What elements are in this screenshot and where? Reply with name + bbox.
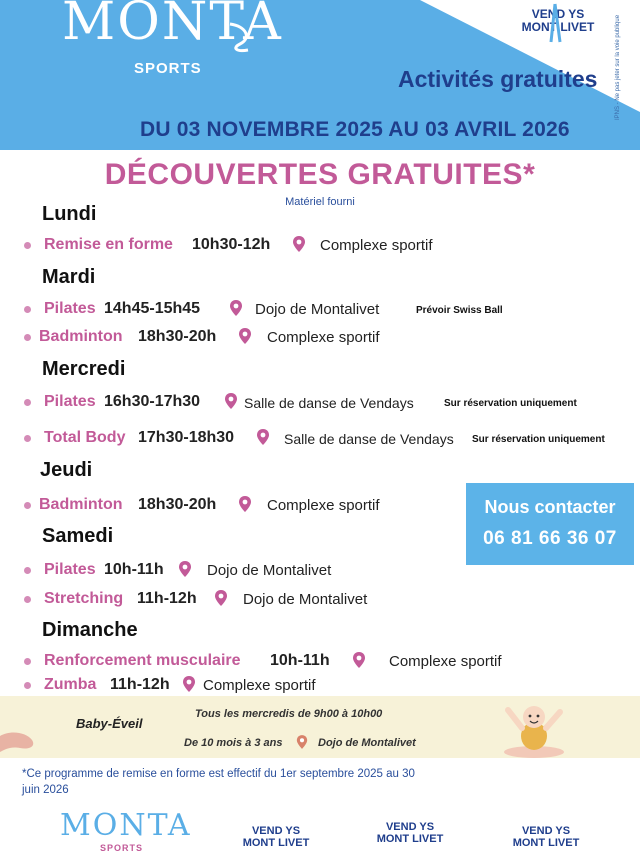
location-pin-icon xyxy=(224,392,238,410)
location-pin-icon xyxy=(238,327,252,345)
bullet-icon xyxy=(24,596,31,603)
activity-time: 11h-12h xyxy=(137,590,197,607)
location-pin-icon xyxy=(256,428,270,446)
day-saturday: Samedi xyxy=(42,525,114,547)
day-sunday: Dimanche xyxy=(42,619,138,641)
footer-monta-logo xyxy=(60,808,192,853)
footer-vm-logo-top: VEND YS xyxy=(251,825,301,837)
activity-place: Dojo de Montalivet xyxy=(243,591,368,608)
activity-name: Renforcement musculaire xyxy=(44,652,241,669)
bullet-icon xyxy=(24,306,31,313)
bullet-icon xyxy=(24,658,31,665)
location-pin-icon xyxy=(178,560,192,578)
activity-time: 16h30-17h30 xyxy=(104,393,201,410)
activity-time: 11h-12h xyxy=(110,676,170,693)
activity-place: Dojo de Montalivet xyxy=(207,562,332,579)
location-pin-icon xyxy=(296,734,308,750)
activity-place: Complexe sportif xyxy=(320,237,433,254)
bullet-icon xyxy=(24,567,31,574)
activity-name: Zumba xyxy=(44,676,97,693)
activity-name: Badminton xyxy=(39,496,123,513)
activity-name: Pilates xyxy=(44,300,96,317)
activity-time: 18h30-20h xyxy=(138,328,217,345)
side-note: IPNS - Ne pas jeter sur la voie publique xyxy=(615,14,621,120)
location-pin-icon xyxy=(292,235,306,253)
activity-note: Sur réservation uniquement xyxy=(444,398,577,409)
location-pin-icon xyxy=(214,589,228,607)
contact-box xyxy=(466,483,634,565)
activity-name: Remise en forme xyxy=(44,236,173,253)
footer-vm-logo-top: VEND YS xyxy=(521,825,571,837)
baby-illustration-icon xyxy=(498,700,568,758)
activity-name: Pilates xyxy=(44,393,96,410)
baby-eveil-place: Dojo de Montalivet xyxy=(318,737,416,749)
footer-vm-logo-bottom: MONT LIVET xyxy=(512,836,580,849)
bullet-icon xyxy=(24,334,31,341)
header-dates: DU 03 NOVEMBRE 2025 AU 03 AVRIL 2026 xyxy=(140,118,570,141)
location-pin-icon xyxy=(182,675,196,693)
bullet-icon xyxy=(24,682,31,689)
activity-name: Badminton xyxy=(39,328,123,345)
vm-logo-mark-icon xyxy=(547,2,563,44)
activity-place: Complexe sportif xyxy=(267,497,380,514)
page-subtitle: Matériel fourni xyxy=(285,196,355,208)
footnote: *Ce programme de remise en forme est effectif du 1er septembre 2025 au 30 juin 2026 xyxy=(22,768,415,796)
day-thursday: Jeudi xyxy=(40,459,93,481)
location-pin-icon xyxy=(229,299,243,317)
day-wednesday: Mercredi xyxy=(42,358,126,380)
baby-eveil-schedule: Tous les mercredis de 9h00 à 10h00 xyxy=(195,708,383,720)
footer-vm-logo-bottom: MONT LIVET xyxy=(376,832,444,845)
sports-label: SPORTS xyxy=(134,60,202,77)
activity-time: 10h-11h xyxy=(270,652,330,669)
activity-time: 18h30-20h xyxy=(138,496,217,513)
footer-vm-logo-3 xyxy=(508,826,584,849)
activity-place: Complexe sportif xyxy=(203,677,316,694)
activity-name: Stretching xyxy=(44,590,124,607)
location-pin-icon xyxy=(238,495,252,513)
bullet-icon xyxy=(24,435,31,442)
activity-place: Dojo de Montalivet xyxy=(255,301,380,318)
activity-time: 17h30-18h30 xyxy=(138,429,235,446)
activity-name: Total Body xyxy=(44,429,126,446)
bullet-icon xyxy=(24,399,31,406)
vm-logo-bottom: MONT LIVET xyxy=(521,19,595,34)
activity-time: 10h30-12h xyxy=(192,236,271,253)
page-title: DÉCOUVERTES GRATUITES* xyxy=(104,158,536,191)
footer-vm-logo-bottom: MONT LIVET xyxy=(242,836,310,849)
header-subtitle: Activités gratuites xyxy=(398,66,598,92)
footer-vm-logo-1 xyxy=(238,826,314,849)
activity-time: 14h45-15h45 xyxy=(104,300,201,317)
activity-place: Salle de danse de Vendays xyxy=(244,395,414,411)
day-monday: Lundi xyxy=(42,203,97,225)
monta-logo-text: MONTA xyxy=(62,0,283,52)
bullet-icon xyxy=(24,242,31,249)
contact-title: Nous contacter xyxy=(484,497,616,517)
footer-vm-logo-top: VEND YS xyxy=(385,821,435,833)
activity-place: Complexe sportif xyxy=(267,329,380,346)
bullet-icon xyxy=(24,502,31,509)
activity-time: 10h-11h xyxy=(104,561,164,578)
activity-name: Pilates xyxy=(44,561,96,578)
location-pin-icon xyxy=(352,651,366,669)
activity-place: Complexe sportif xyxy=(389,653,502,670)
footer-monta-text: MONTA xyxy=(60,808,192,843)
contact-phone[interactable]: 06 81 66 36 07 xyxy=(483,528,617,549)
activity-note: Sur réservation uniquement xyxy=(472,434,605,445)
baby-eveil-title: Baby-Éveil xyxy=(76,716,143,731)
footer-vm-logo-2 xyxy=(372,822,448,845)
activity-note: Prévoir Swiss Ball xyxy=(416,305,503,316)
vm-logo-top: VEND YS xyxy=(531,7,585,21)
day-tuesday: Mardi xyxy=(42,266,96,288)
footer-sports-text: SPORTS xyxy=(100,843,144,853)
monta-wave-icon xyxy=(226,20,256,54)
decor-shape-icon xyxy=(0,726,40,754)
activity-place: Salle de danse de Vendays xyxy=(284,431,454,447)
baby-eveil-age: De 10 mois à 3 ans xyxy=(184,737,283,749)
